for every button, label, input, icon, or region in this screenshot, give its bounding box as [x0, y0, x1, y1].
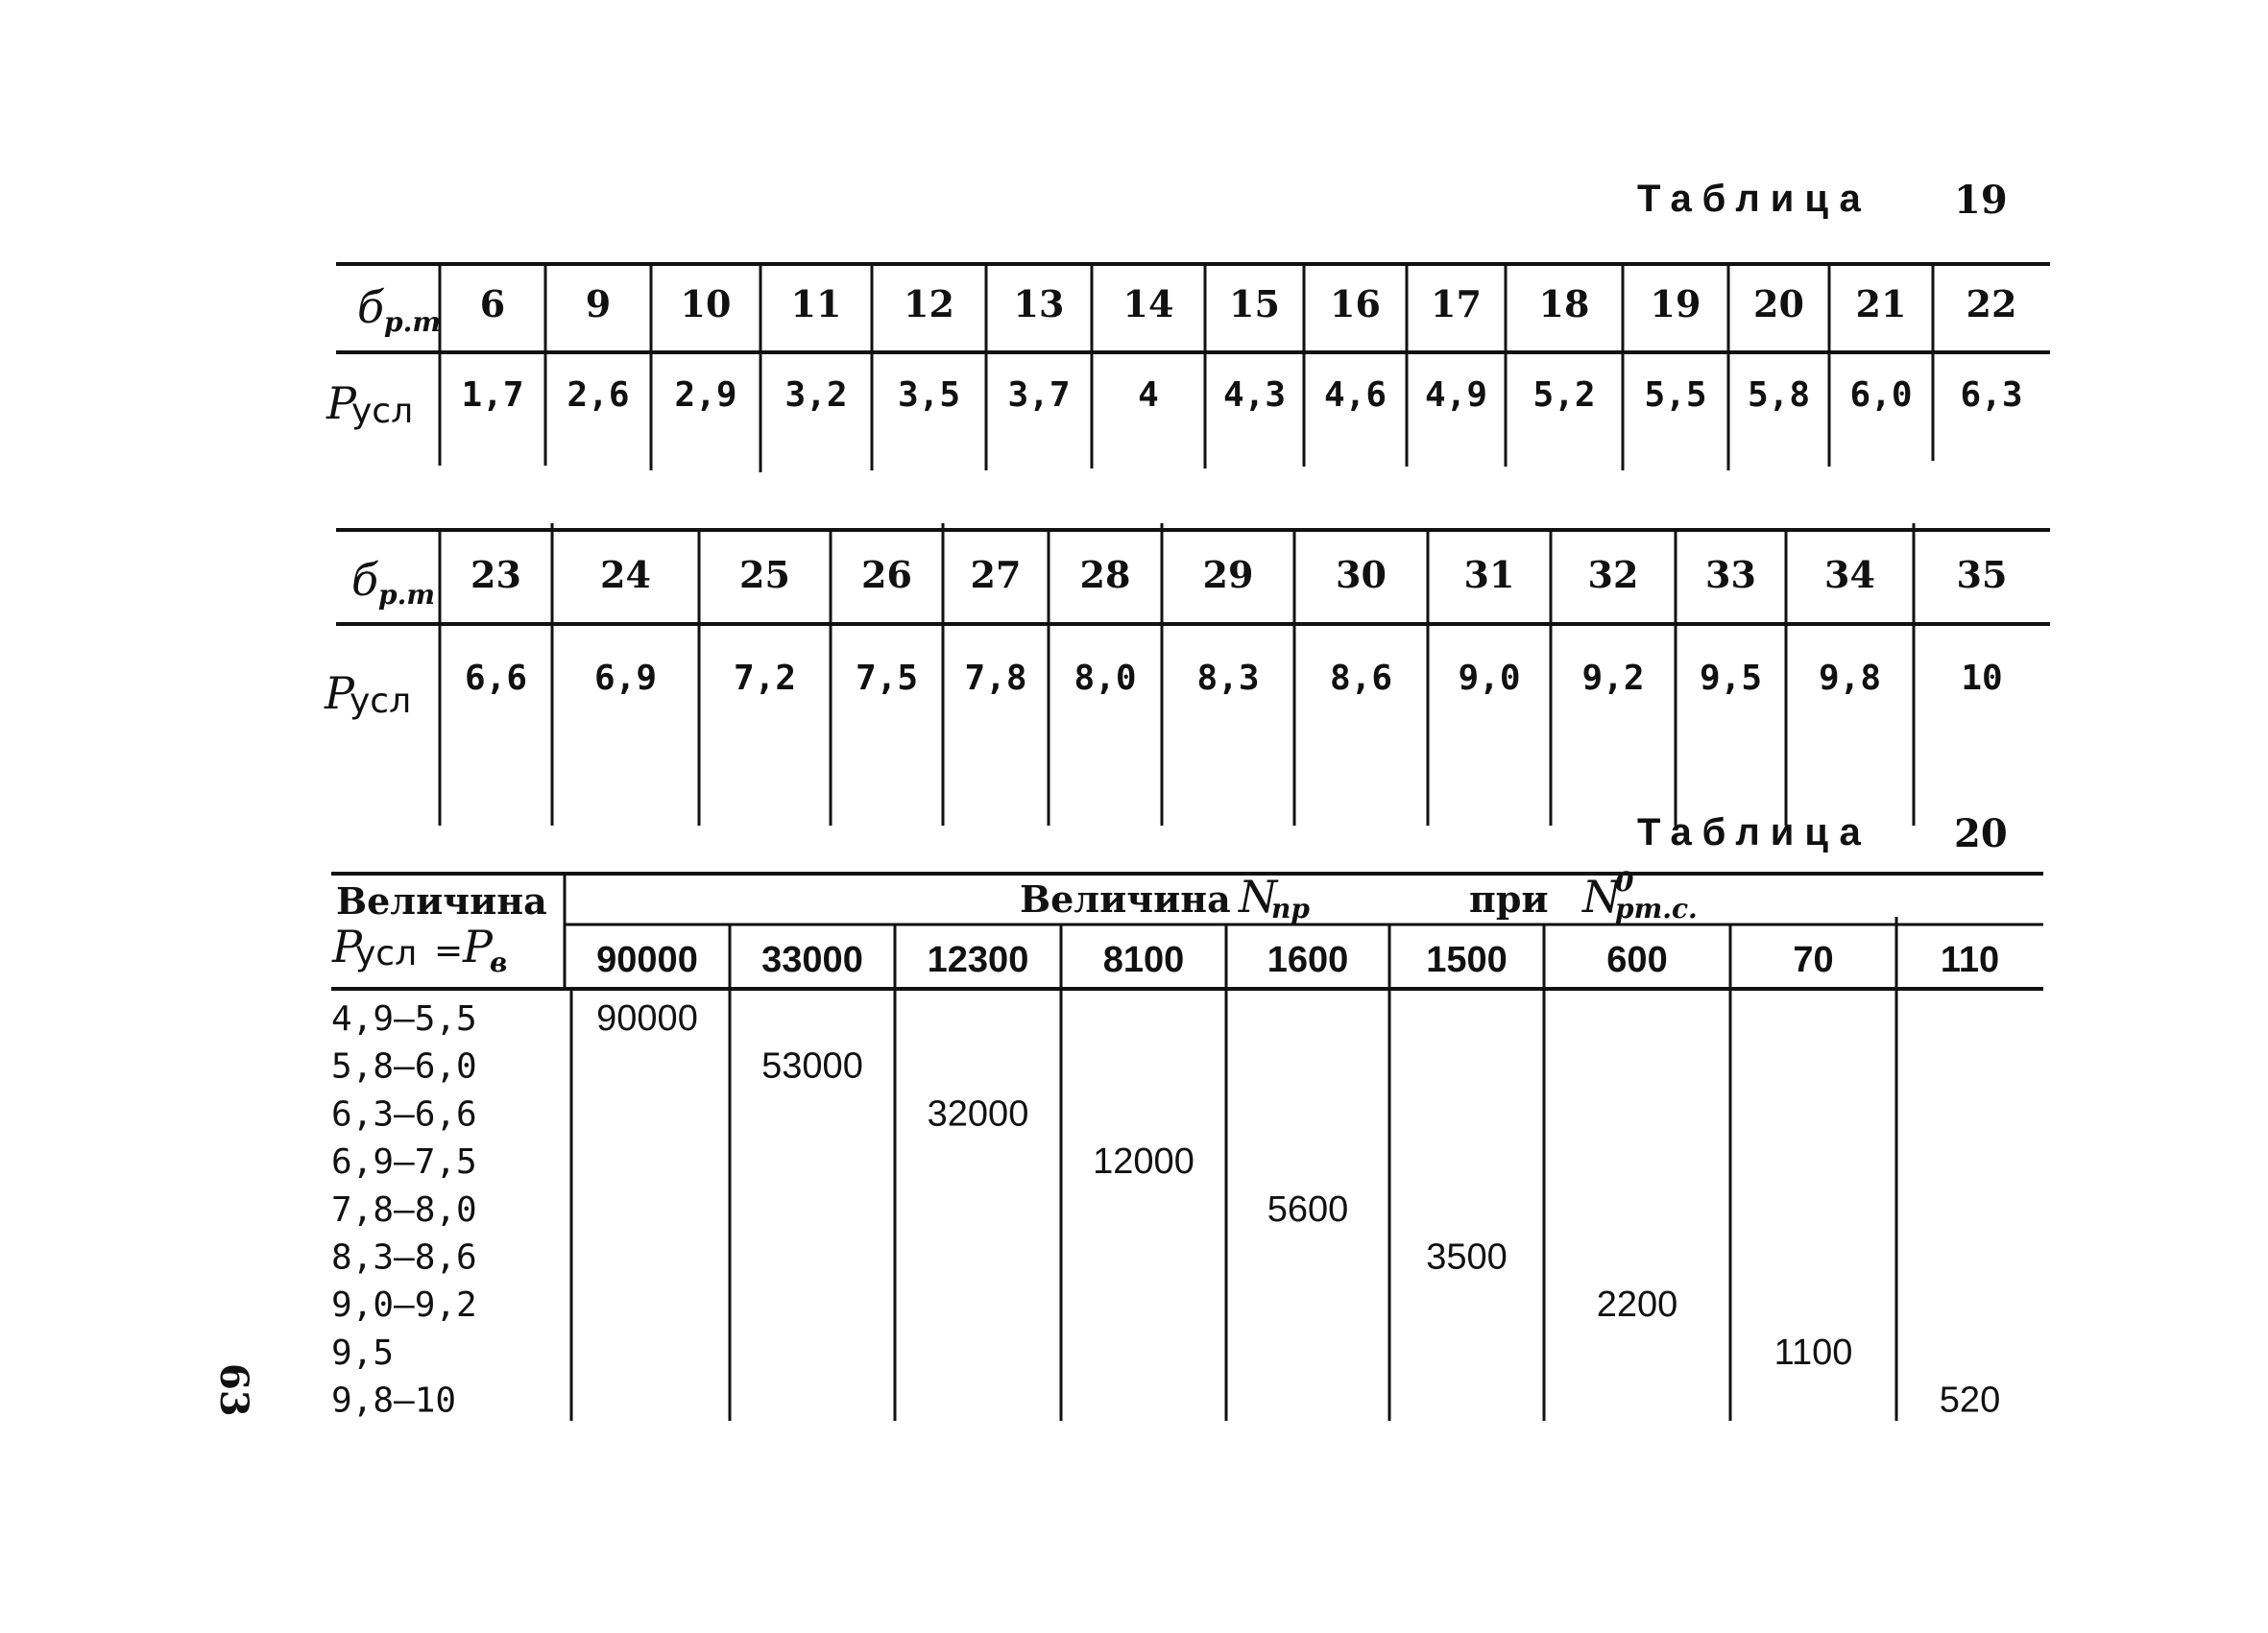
- table20-row-label: 7,8–8,0: [331, 1189, 477, 1230]
- table20-row-label: 6,9–7,5: [331, 1142, 477, 1183]
- table19-part2-sigma-cell: 34: [1824, 553, 1875, 596]
- table20-row-label: 6,3–6,6: [331, 1094, 477, 1135]
- table19-part1-sigma-cell: 6: [479, 282, 506, 325]
- table20-left-header-eq: =: [434, 931, 464, 971]
- table19-part2-sigma-cell: 35: [1956, 553, 2008, 596]
- table19-part1-p-cell: 3,2: [784, 375, 848, 415]
- table19-part1-p-symbol: Р: [326, 377, 356, 429]
- table19-part2-sigma-cell: 29: [1202, 553, 1254, 596]
- table19-part2: [324, 523, 2050, 826]
- table20-value-cell: 90000: [596, 998, 698, 1039]
- table19-part1-sigma-symbol: б: [357, 281, 385, 333]
- table20-row-label: 9,8–10: [331, 1381, 457, 1421]
- table20-value-cell: 5600: [1267, 1189, 1349, 1230]
- table20-column-header: 90000: [596, 940, 698, 980]
- table20-left-header-line1: Величина: [336, 879, 547, 923]
- table19-part2-p-cell: 9,0: [1458, 659, 1521, 698]
- table20-column-header: 600: [1606, 940, 1668, 980]
- table19-part2-p-cell: 9,5: [1699, 659, 1763, 698]
- table19-part2-sigma-cell: 30: [1336, 553, 1387, 596]
- table19-part1: [326, 264, 2050, 472]
- table20-row-label: 9,5: [331, 1333, 395, 1373]
- table19-part1-p-cell: 4,3: [1222, 375, 1287, 415]
- table19-part1-p-cell: 5,2: [1532, 375, 1596, 415]
- table20-top-header-symbol2-sup: 0: [1615, 866, 1634, 898]
- table19-part1-sigma-cell: 12: [904, 282, 954, 325]
- table20-caption-word: Таблица: [1637, 811, 1871, 853]
- table20-value-cell: 520: [1939, 1380, 2001, 1421]
- table20-top-header-text: Величина: [1020, 877, 1231, 921]
- table19-part1-p-cell: 2,6: [567, 375, 630, 415]
- table20-column-header: 1500: [1426, 940, 1508, 980]
- table20-column-header: 70: [1793, 940, 1834, 980]
- table19-part2-sigma-cell: 31: [1463, 553, 1515, 596]
- table19-part1-sigma-cell: 19: [1650, 282, 1701, 325]
- table19-part1-sigma-cell: 20: [1753, 282, 1804, 325]
- table19-part1-sigma-cell: 18: [1538, 282, 1590, 325]
- table19-part1-sigma-cell: 9: [585, 282, 612, 325]
- page-number: 63: [211, 1363, 256, 1417]
- table20-value-cell: 2200: [1596, 1285, 1678, 1326]
- table20-value-cell: 32000: [927, 1093, 1029, 1135]
- table20-column-header: 8100: [1102, 940, 1185, 980]
- table19-part1-p-cell: 3,5: [897, 375, 961, 415]
- table19-part1-sigma-cell: 22: [1966, 282, 2017, 325]
- table19-part1-sigma-cell: 10: [680, 282, 732, 325]
- table20-column-header: 33000: [761, 940, 863, 980]
- table19-part2-sigma-cell: 25: [739, 553, 790, 596]
- table19-part1-p-cell: 4: [1138, 375, 1159, 415]
- table19-part1-p-cell: 5,8: [1747, 375, 1811, 415]
- table19-part1-sigma-cell: 16: [1330, 282, 1381, 325]
- table19-part1-p-cell: 4,6: [1323, 375, 1387, 415]
- table20: [331, 866, 2043, 1421]
- table19-part1-sigma-cell: 15: [1229, 282, 1280, 325]
- table19-part2-p-cell: 6,9: [593, 659, 658, 698]
- table19-part2-sigma-sub: р.т: [378, 579, 435, 611]
- table19-part2-sigma-symbol: б: [351, 554, 379, 606]
- table19-part2-sigma-cell: 33: [1705, 553, 1756, 596]
- table20-top-header-symbol-sub: пр: [1271, 893, 1310, 925]
- table19-part2-sigma-cell: 23: [470, 553, 521, 596]
- table19-part2-p-cell: 8,6: [1329, 659, 1393, 698]
- table19-part1-p-sub: усл: [351, 392, 414, 431]
- table19-part2-p-cell: 9,2: [1581, 659, 1645, 698]
- table20-top-header-symbol: N: [1239, 871, 1278, 923]
- table19-part2-p-cell: 7,2: [733, 659, 797, 698]
- table20-left-header-p: Р: [332, 921, 362, 973]
- table19-part2-p-cell: 8,0: [1074, 659, 1137, 698]
- table19-part1-p-cell: 2,9: [674, 375, 737, 415]
- table20-left-header-p2-sub: в: [490, 947, 508, 978]
- table20-column-header: 12300: [927, 940, 1029, 980]
- table19-part1-sigma-cell: 14: [1122, 282, 1174, 325]
- table20-row-label: 8,3–8,6: [331, 1237, 477, 1278]
- table20-value-cell: 3500: [1426, 1237, 1508, 1278]
- table20-value-cell: 1100: [1773, 1332, 1853, 1373]
- table19-part1-p-cell: 6,3: [1960, 375, 2023, 415]
- table19-part2-p-cell: 10: [1961, 659, 2003, 698]
- table20-top-header-symbol2-sub: рт.с.: [1615, 893, 1698, 925]
- table19-part2-sigma-cell: 24: [600, 553, 651, 596]
- table20-left-header-p-sub: усл: [355, 934, 418, 973]
- table20-row-label: 5,8–6,0: [331, 1046, 477, 1087]
- table20-value-cell: 12000: [1093, 1141, 1194, 1183]
- table19-part1-sigma-cell: 11: [790, 282, 842, 325]
- table19-part2-sigma-cell: 32: [1587, 553, 1639, 596]
- table20-caption-number: 20: [1954, 811, 2008, 856]
- table19-part2-p-sub: усл: [350, 682, 412, 721]
- table19-part2-p-cell: 7,5: [855, 659, 919, 698]
- table19-part2-p-cell: 7,8: [964, 659, 1027, 698]
- table20-column-header: 1600: [1267, 940, 1349, 980]
- table20-row-label: 9,0–9,2: [331, 1285, 477, 1326]
- table19-part1-sigma-cell: 13: [1013, 282, 1065, 325]
- table19-part1-p-cell: 3,7: [1007, 375, 1071, 415]
- table19-part1-p-cell: 1,7: [461, 375, 524, 415]
- table19-part1-p-cell: 5,5: [1644, 375, 1707, 415]
- table19-part1-sigma-sub: р.т: [384, 306, 441, 338]
- table20-column-header: 110: [1940, 940, 2000, 980]
- table19-part1-p-cell: 6,0: [1849, 375, 1913, 415]
- table20-value-cell: 53000: [761, 1045, 863, 1087]
- table19-part2-p-symbol: Р: [325, 667, 354, 719]
- table19-part1-p-cell: 4,9: [1424, 375, 1488, 415]
- table19-caption-word: Таблица: [1637, 178, 1871, 220]
- table20-row-label: 4,9–5,5: [331, 999, 477, 1039]
- table19-part2-sigma-cell: 27: [970, 553, 1022, 596]
- table19-caption-number: 19: [1954, 178, 2008, 223]
- table19-part1-sigma-cell: 21: [1855, 282, 1907, 325]
- table19-part1-sigma-cell: 17: [1431, 282, 1482, 325]
- table19-part2-p-cell: 8,3: [1196, 659, 1260, 698]
- table19-part2-sigma-cell: 28: [1079, 553, 1131, 596]
- table20-left-header-p2: Р: [463, 921, 493, 973]
- table20-top-header-pri: при: [1469, 877, 1549, 921]
- table19-part2-p-cell: 6,6: [464, 659, 528, 698]
- table19-part2-p-cell: 9,8: [1818, 659, 1882, 698]
- table19-part2-sigma-cell: 26: [861, 553, 912, 596]
- table20-top-header-symbol2: N: [1582, 871, 1622, 923]
